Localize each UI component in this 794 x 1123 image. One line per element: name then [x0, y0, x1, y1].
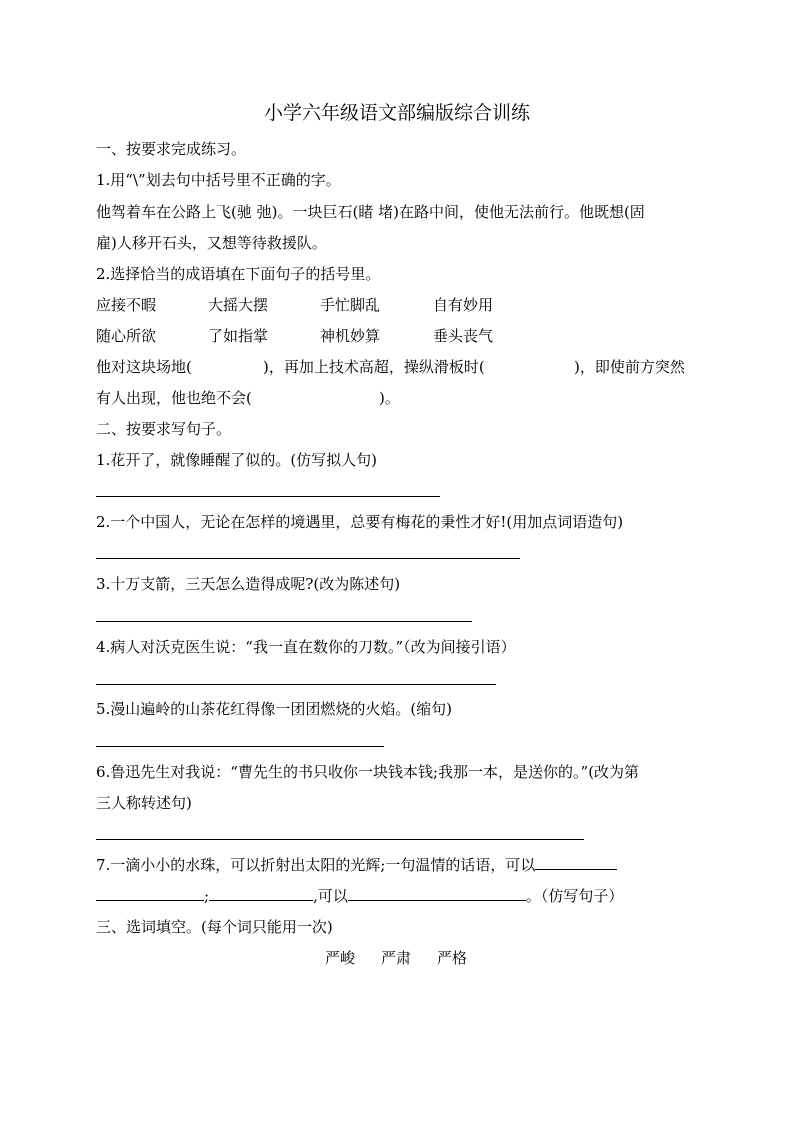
q1-text-line1: 他驾着车在公路上飞(驰 弛)。一块巨石(睹 堵)在路中间，使他无法前行。他既想(固	[96, 203, 645, 221]
fill-blank[interactable]	[96, 886, 204, 901]
word-option: 严格	[437, 949, 468, 967]
section2-heading: 二、按要求写句子。	[96, 420, 232, 438]
answer-line[interactable]	[96, 746, 384, 747]
q2-5-prompt: 5.漫山遍岭的山茶花红得像一团团燃烧的火焰。(缩句)	[96, 700, 453, 718]
answer-line[interactable]	[96, 558, 520, 559]
q2-7-prompt	[96, 855, 617, 875]
q2-sentence-part: )。	[379, 389, 400, 407]
section3-heading: 三、选词填空。(每个词只能用一次)	[96, 918, 333, 936]
q2-2-prompt: 2.一个中国人，无论在怎样的境遇里，总要有梅花的秉性才好!(用加点词语造句)	[96, 513, 624, 531]
q2-7-separator: ;	[204, 887, 210, 905]
q2-1-prompt: 1.花开了，就像睡醒了似的。(仿写拟人句)	[96, 451, 378, 469]
q2-6-prompt-line2: 三人称转述句)	[96, 794, 192, 812]
idiom-option: 自有妙用	[433, 296, 494, 314]
idiom-option: 应接不暇	[96, 296, 157, 314]
answer-line[interactable]	[96, 496, 440, 497]
idiom-option: 垂头丧气	[433, 327, 494, 345]
fill-blank[interactable]	[535, 855, 617, 870]
q2-sentence-part: 有人出现，他也绝不会(	[96, 389, 252, 407]
idiom-option: 手忙脚乱	[320, 296, 381, 314]
answer-line[interactable]	[96, 839, 584, 840]
idiom-option: 随心所欲	[96, 327, 157, 345]
answer-line[interactable]	[96, 621, 472, 622]
q2-7-text: 7.一滴小小的水珠，可以折射出太阳的光辉;一句温情的话语，可以	[96, 856, 536, 874]
q2-4-prompt: 4.病人对沃克医生说：“我一直在数你的刀数。”（改为间接引语）	[96, 638, 516, 656]
q2-sentence-part: )，即使前方突然	[574, 358, 685, 376]
fill-blank[interactable]	[348, 886, 526, 901]
idiom-option: 神机妙算	[320, 327, 381, 345]
q2-sentence-part: 他对这块场地(	[96, 358, 192, 376]
q2-7-separator: ,可以	[313, 887, 348, 905]
word-option: 严峻	[325, 949, 356, 967]
section1-heading: 一、按要求完成练习。	[96, 140, 247, 158]
q2-7-continuation	[96, 886, 623, 906]
q2-sentence-part: )，再加上技术高超，操纵滑板时(	[263, 358, 485, 376]
q1-text-line2: 雇)人移开石头，又想等待救援队。	[96, 234, 327, 252]
q2-6-prompt-line1: 6.鲁迅先生对我说：“曹先生的书只收你一块钱本钱;我那一本，是送你的。”(改为第	[96, 763, 640, 781]
fill-blank[interactable]	[209, 886, 313, 901]
q2-7-end: 。（仿写句子）	[525, 887, 624, 905]
word-option: 严肃	[381, 949, 412, 967]
idiom-option: 大摇大摆	[208, 296, 269, 314]
q1-prompt: 1.用“\”划去句中括号里不正确的字。	[96, 171, 341, 189]
q2-3-prompt: 3.十万支箭，三天怎么造得成呢?(改为陈述句)	[96, 575, 401, 593]
page-title: 小学六年级语文部编版综合训练	[263, 102, 530, 124]
idiom-option: 了如指掌	[208, 327, 269, 345]
answer-line[interactable]	[96, 684, 496, 685]
q2-prompt: 2.选择恰当的成语填在下面句子的括号里。	[96, 265, 381, 283]
